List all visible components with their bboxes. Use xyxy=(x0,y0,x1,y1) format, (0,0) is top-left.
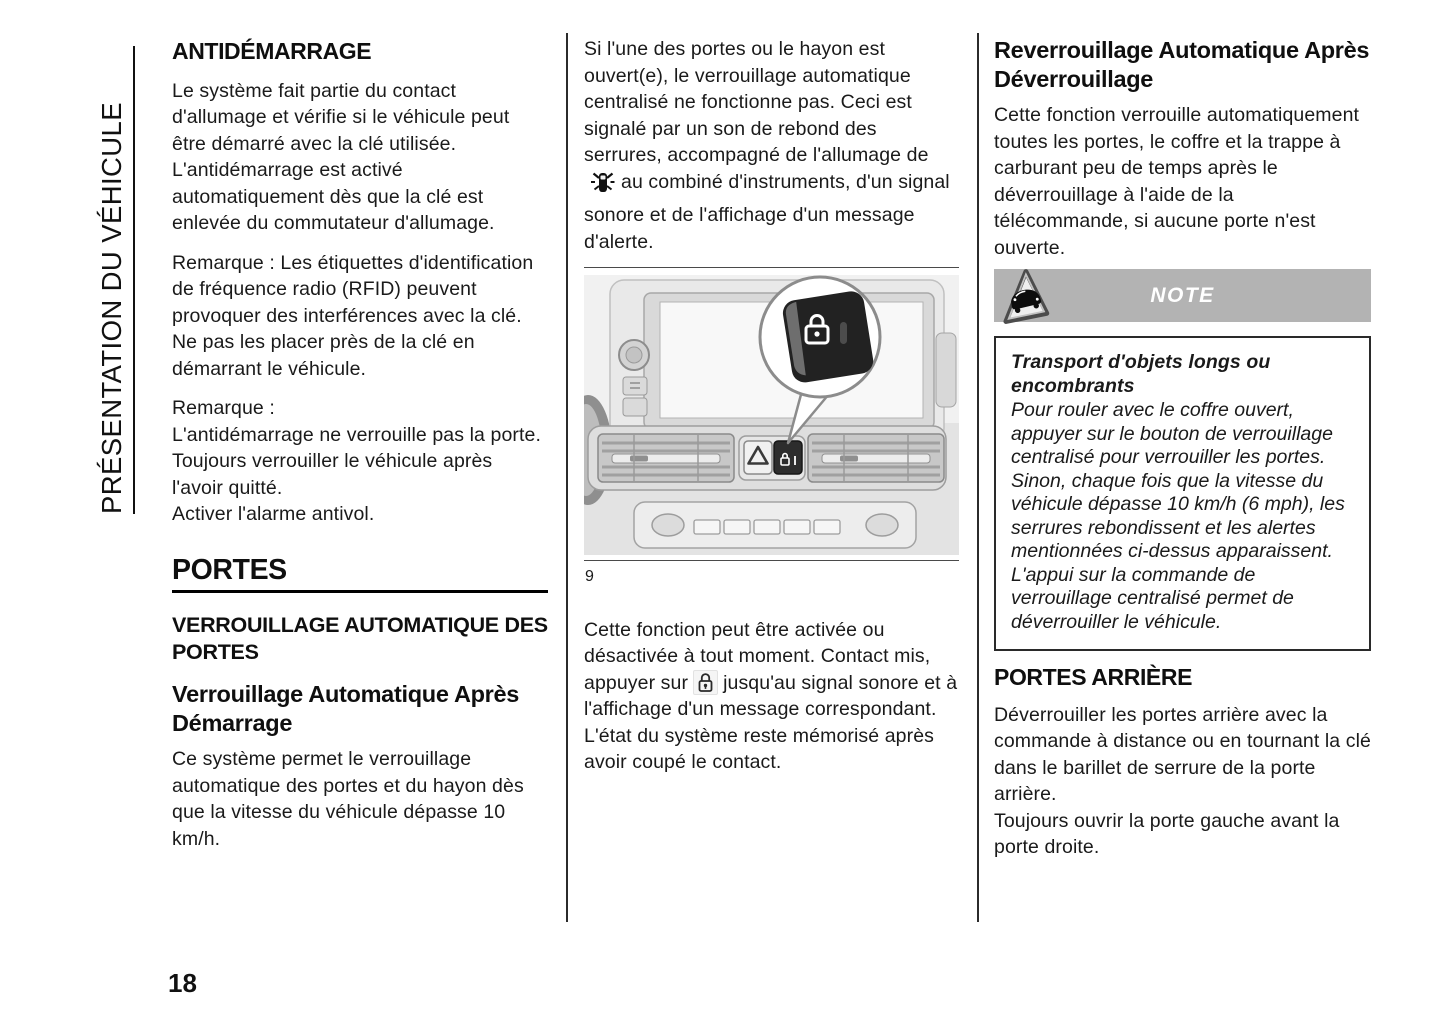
column-center xyxy=(584,36,959,776)
heading-verrouillage-automatique-des-portes: VERROUILLAGE AUTOMATIQUE DES PORTES xyxy=(172,613,548,664)
paragraph-line: Toujours ouvrir la porte gauche avant la porte droite. xyxy=(994,809,1340,858)
dashboard-illustration xyxy=(584,275,959,555)
note-body-paragraph: Pour rouler avec le coffre ouvert, appuyer sur le bouton de verrouillage centralisé pour verrouiller les portes. Sinon, chaque fois que la vitesse du véhicule dépasse 10 km/h (6 mph), les serrures rebondissent et les alertes mentionnées ci-dessus apparaissent. xyxy=(1011,399,1345,562)
remarque-label: Remarque : xyxy=(172,397,275,419)
paragraph: Le système fait partie du contact d'allumage et vérifie si le véhicule peut être démarré avec la clé utilisée. L'antidémarrage est activé automatiquement dès que la clé est enlevée du commutateur d'allumage. xyxy=(172,79,510,234)
note-triangle-car-icon xyxy=(996,265,1054,337)
heading-portes-arriere: PORTES ARRIÈRE xyxy=(994,664,1193,690)
note-body xyxy=(1011,399,1354,634)
column-antidemarrage xyxy=(172,38,548,852)
paragraph-text: Cette fonction peut être activée ou désactivée à tout moment. Contact mis, appuyer sur xyxy=(584,618,931,694)
note-body-paragraph: L'appui sur la commande de verrouillage centralisé permet de déverrouiller le véhicule. xyxy=(1011,563,1294,633)
heading-antidemarrage: ANTIDÉMARRAGE xyxy=(172,38,372,64)
paragraph: Remarque : Les étiquettes d'identification de fréquence radio (RFID) peuvent provoquer des interférences avec la clé. Ne pas les placer près de la clé en démarrant le véhicule. xyxy=(172,251,534,380)
figure-9-dashboard-lock-button-illustration xyxy=(584,267,959,561)
paragraph: Ce système permet le verrouillage automatique des portes et du hayon dès que la vitesse du véhicule dépasse 10 km/h. xyxy=(172,748,524,850)
column-divider xyxy=(566,33,568,922)
paragraph-text: Si l'une des portes ou le hayon est ouvert(e), le verrouillage automatique centralisé ne fonctionne pas. Ceci est signalé par un son de rebond des serrures, accompagné de l'allumage de xyxy=(584,38,929,166)
car-doors-open-warning-icon xyxy=(589,169,616,203)
page-number: 18 xyxy=(168,968,197,998)
paragraph: Cette fonction verrouille automatiquement toutes les portes, le coffre et la trappe à carburant peu de temps après le déverrouillage à l'aide de la télécommande, si aucune porte n'est ouverte. xyxy=(994,104,1360,259)
section-rule xyxy=(172,590,548,593)
note-label: NOTE xyxy=(1150,284,1215,307)
paragraph-text: jusqu'au signal sonore et à l'affichage d'un message correspondant. xyxy=(584,671,958,720)
note-banner xyxy=(994,269,1371,322)
heading-reverrouillage: Reverrouillage Automatique Après Déverrouillage xyxy=(994,37,1370,92)
paragraph-line: L'antidémarrage ne verrouille pas la porte. Toujours verrouiller le véhicule après l'avoir quitté. xyxy=(172,423,541,499)
paragraph: L'état du système reste mémorisé après avoir coupé le contact. xyxy=(584,724,935,773)
paragraph-with-icon xyxy=(584,36,959,255)
column-divider xyxy=(977,33,979,922)
note-title: Transport d'objets longs ou encombrants xyxy=(1011,351,1271,397)
figure-number: 9 xyxy=(585,568,594,585)
section-portes xyxy=(172,553,548,853)
note-box xyxy=(994,336,1371,651)
paragraph-line: Déverrouiller les portes arrière avec la commande à distance ou en tournant la clé dans le barillet de serrure de la porte arrière. xyxy=(994,703,1371,805)
column-right xyxy=(994,36,1371,861)
chapter-vertical-title: PRÉSENTATION DU VÉHICULE xyxy=(96,46,135,514)
paragraph-text: au combiné d'instruments, d'un signal sonore et de l'affichage d'un message d'alerte. xyxy=(584,170,950,253)
central-locking-padlock-icon xyxy=(693,670,718,695)
heading-portes: PORTES xyxy=(172,553,287,586)
paragraph-with-icon xyxy=(584,617,959,723)
heading-verrouillage-apres-demarrage: Verrouillage Automatique Après Démarrage xyxy=(172,681,520,736)
paragraph-remarque xyxy=(172,395,548,528)
paragraph-line: Activer l'alarme antivol. xyxy=(172,503,375,525)
